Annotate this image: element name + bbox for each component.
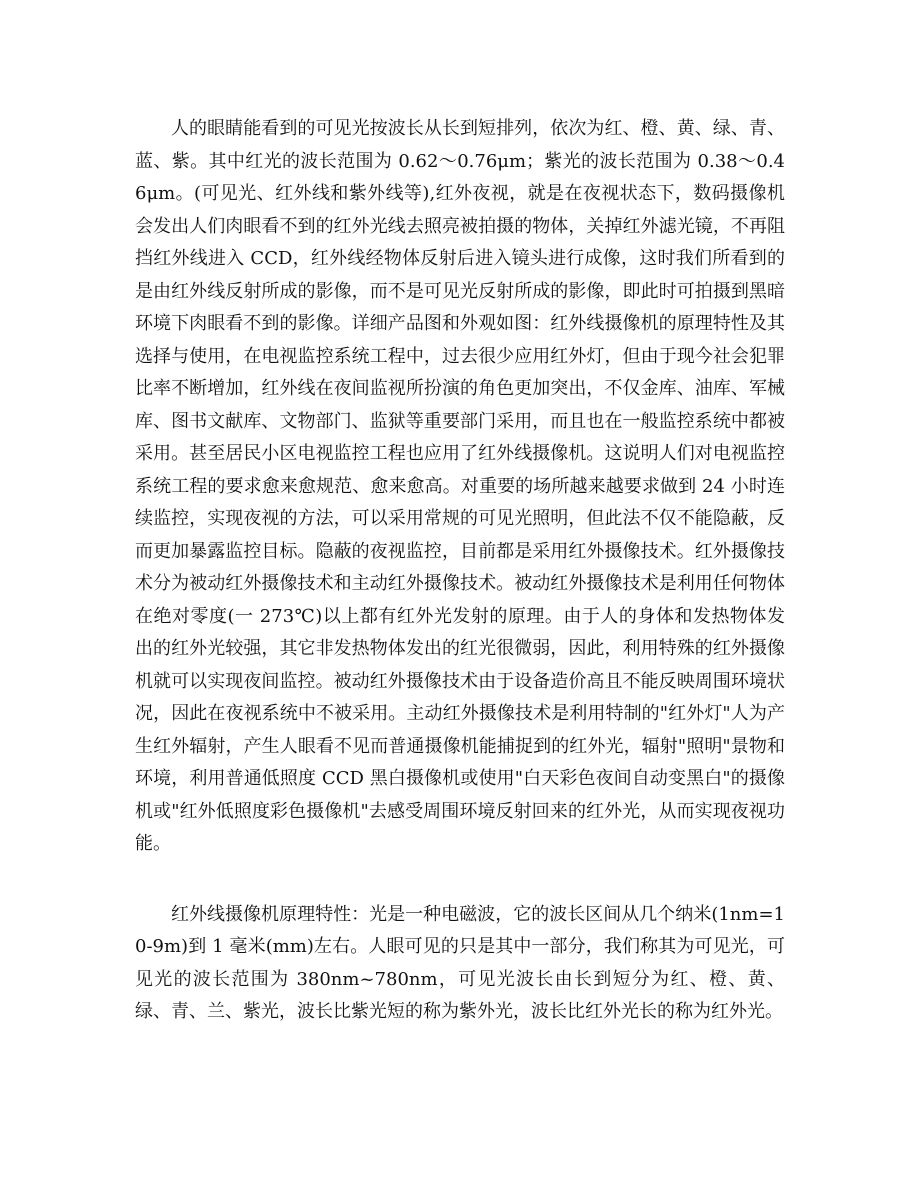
paragraph-infrared-camera-principles: 红外线摄像机原理特性：光是一种电磁波，它的波长区间从几个纳米(1nm=10-9m)到 1 毫米(mm)左右。人眼可见的只是其中一部分，我们称其为可见光，可见光的波长范围为 380nm~780nm，可见光波长由长到短分为红、橙、黄、绿、青、兰、紫光，波长比紫光短的称为紫外光，波长比红外光长的称为红外光。 [135,903,785,1022]
document-body [135,113,785,1029]
paragraph-spacer [135,861,785,899]
paragraph-visible-light-infrared-night-vision: 人的眼睛能看到的可见光按波长从长到短排列，依次为红、橙、黄、绿、青、蓝、紫。其中红光的波长范围为 0.62～0.76μm；紫光的波长范围为 0.38～0.46μm。(可见光、红外线和紫外线等),红外夜视，就是在夜视状态下，数码摄像机会发出人们肉眼看不到的红外光线去照亮被拍摄的物体，关掉红外滤光镜，不再阻挡红外线进入 CCD，红外线经物体反射后进入镜头进行成像，这时我们所看到的是由红外线反射所成的影像，而不是可见光反射所成的影像，即此时可拍摄到黑暗环境下肉眼看不到的影像。详细产品图和外观如图：红外线摄像机的原理特性及其选择与使用，在电视监控系统工程中，过去很少应用红外灯，但由于现今社会犯罪比率不断增加，红外线在夜间监视所扮演的角色更加突出，不仅金库、油库、军械库、图书文献库、文物部门、监狱等重要部门采用，而且也在一般监控系统中都被采用。甚至居民小区电视监控工程也应用了红外线摄像机。这说明人们对电视监控系统工程的要求愈来愈规范、愈来愈高。对重要的场所越来越要求做到 24 小时连续监控，实现夜视的方法，可以采用常规的可见光照明，但此法不仅不能隐蔽，反而更加暴露监控目标。隐蔽的夜视监控，目前都是采用红外摄像技术。红外摄像技术分为被动红外摄像技术和主动红外摄像技术。被动红外摄像技术是利用任何物体在绝对零度(一 273℃)以上都有红外光发射的原理。由于人的身体和发热物体发出的红外光较强，其它非发热物体发出的红光很微弱，因此，利用特殊的红外摄像机就可以实现夜间监控。被动红外摄像技术由于设备造价高且不能反映周围环境状况，因此在夜视系统中不被采用。主动红外摄像技术是利用特制的"红外灯"人为产生红外辐射，产生人眼看不见而普通摄像机能捕捉到的红外光，辐射"照明"景物和环境，利用普通低照度 CCD 黑白摄像机或使用"白天彩色夜间自动变黑白"的摄像机或"红外低照度彩色摄像机"去感受周围环境反射回来的红外光，从而实现夜视功能。 [135,118,785,854]
